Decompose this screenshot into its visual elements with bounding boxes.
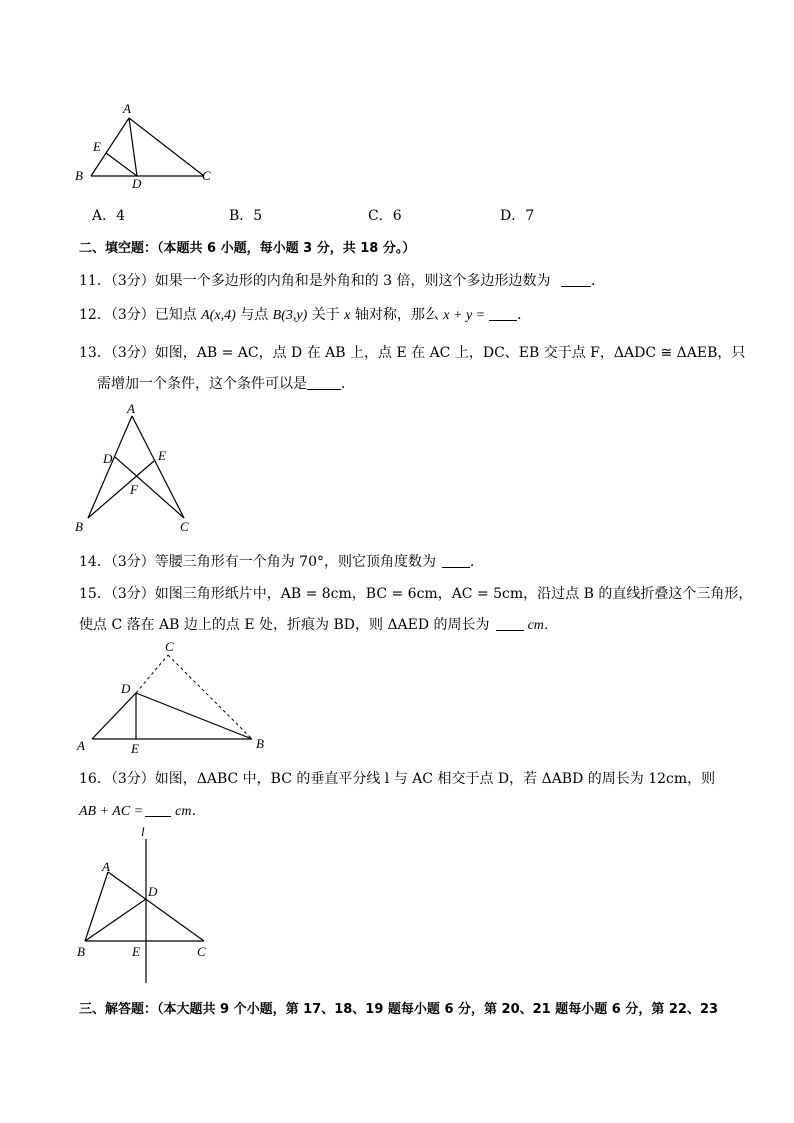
section-2-title: 二、填空题：（本题共 6 小题，每小题 3 分，共 18 分。） [79,241,416,256]
question-15-line-2: 使点 C 落在 AB 边上的点 E 处，折痕为 BD，则 ΔAED 的周长为 cm． [79,617,558,633]
figure-q10 [70,98,230,193]
question-12: 12．（3分）已知点 A(x,4) 与点 B(3,y) 关于 x 轴对称，那么 x + y = ． [79,307,532,323]
fig13-label-f: F [130,482,138,497]
answer-blank [561,274,591,287]
answer-blank [496,618,524,631]
question-16-line-2: AB + AC = cm． [79,804,206,819]
option-c: C．6 [368,208,402,224]
answer-blank [442,555,470,568]
fig10-label-b: B [75,168,83,183]
fig16-label-a: A [102,859,110,874]
fig15-label-c: C [165,639,174,654]
question-13-line-2: 需增加一个条件，这个条件可以是 ． [97,376,355,392]
fig10-label-d: D [132,176,142,191]
question-11-text: 11．（3分）如果一个多边形的内角和是外角和的 3 倍，则这个多边形边数为 [79,273,551,289]
fig13-label-c: C [180,519,189,534]
fig16-label-e: E [132,944,140,959]
answer-blank [307,377,341,390]
fig13-label-d: D [103,451,113,466]
answer-blank [145,804,171,817]
fig10-label-c: C [202,168,211,183]
fig15-label-b: B [256,736,264,751]
answer-blank [489,308,517,321]
question-13-line-1: 13．（3分）如图，AB = AC，点 D 在 AB 上，点 E 在 AC 上，DC、EB 交于点 F，ΔADC ≅ ΔAEB，只 [79,345,746,361]
question-16-line-1: 16．（3分）如图，ΔABC 中，BC 的垂直平分线 l 与 AC 相交于点 D，若 ΔABD 的周长为 12cm，则 [79,771,716,787]
fig15-label-a: A [77,738,85,753]
section-3-title: 三、解答题：（本大题共 9 个小题，第 17、18、19 题每小题 6 分，第 20、21 题每小题 6 分，第 22、23 [79,1002,719,1017]
fig16-label-l: l [141,825,145,839]
fig13-label-b: B [75,519,83,534]
fig15-label-e: E [131,741,139,755]
fig16-label-c: C [197,944,206,959]
option-d: D．7 [500,208,535,224]
fig13-label-a: A [127,401,135,416]
figure-q16 [70,825,220,985]
fig16-label-d: D [148,884,158,899]
fig13-label-e: E [158,448,166,463]
option-a: A．4 [92,208,126,224]
figure-q15 [70,635,275,755]
question-15-line-1: 15．（3分）如图三角形纸片中，AB = 8cm，BC = 6cm，AC = 5cm，沿过点 B 的直线折叠这个三角形， [79,586,753,602]
fig15-label-d: D [121,681,131,696]
fig16-label-b: B [77,944,85,959]
fig10-label-e: E [93,139,101,154]
figure-q13 [70,400,200,535]
fig10-label-a: A [123,101,131,116]
question-14: 14．（3分）等腰三角形有一个角为 70°，则它顶角度数为 ． [79,554,484,570]
option-b: B．5 [229,208,263,224]
question-11: 11．（3分）如果一个多边形的内角和是外角和的 3 倍，则这个多边形边数为 ． [79,273,605,289]
